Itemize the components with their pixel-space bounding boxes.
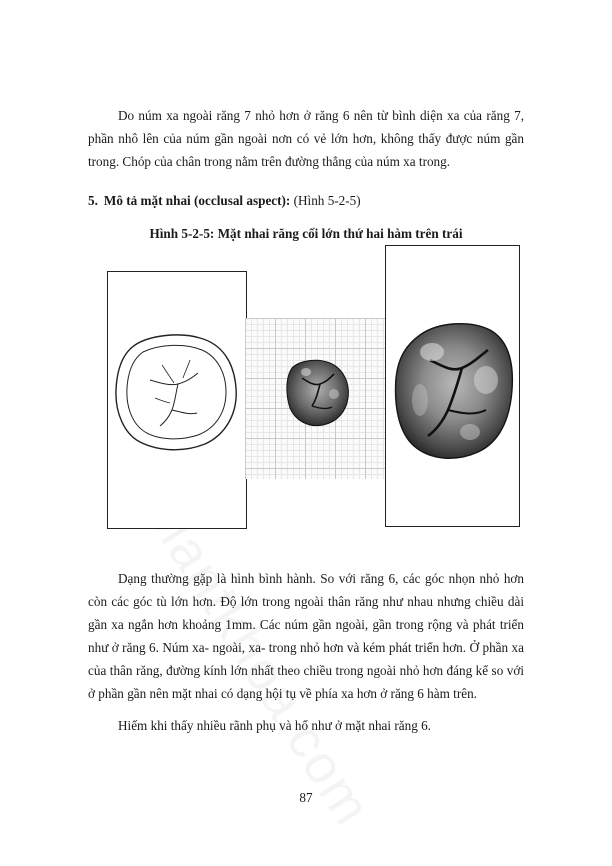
tooth-photo-small	[287, 360, 349, 425]
section-number: 5.	[88, 193, 98, 208]
page-number: 87	[299, 790, 313, 805]
figure-caption: Hình 5-2-5: Mặt nhai răng cối lớn thứ hai hàm trên trái	[149, 226, 463, 241]
paragraph-description: Dạng thường gặp là hình bình hành. So với răng 6, các góc nhọn nhỏ hơn còn các góc tù lớn hơn. Độ lớn trong ngoài thân răng như nhau nhưng chiều dài gần xa ngắn hơn khoảng 1mm. Các núm gần ngoài, gần trong rộng và phát triển như ở răng 6. Núm xa- ngoài, xa- trong nhỏ hơn và kém phát triển hơn. Ở phần xa của thân răng, đường kính lớn nhất theo chiều trong ngoài nhỏ hơn đáng kể so với ở phần gần nên mặt nhai có dạng hội tụ về phía xa hơn ở răng 6 hàm trên.	[88, 571, 524, 701]
tooth-photo-large	[396, 324, 513, 459]
paragraph-note: Hiếm khi thấy nhiều rãnh phụ và hố như ở mặt nhai răng 6.	[118, 718, 431, 733]
section-figure-ref: (Hình 5-2-5)	[293, 193, 361, 208]
section-title: Mô tả mặt nhai (occlusal aspect):	[103, 193, 291, 208]
tooth-outline-drawing	[116, 335, 236, 450]
paragraph-intro: Do núm xa ngoài răng 7 nhỏ hơn ở răng 6 nên từ bình diện xa của răng 7, phần nhô lên của núm gần ngoài nơn có vẻ lớn hơn, không thấy được núm gần trong. Chóp của chân trong nằm trên đường thẳng của núm xa trong.	[88, 108, 524, 169]
